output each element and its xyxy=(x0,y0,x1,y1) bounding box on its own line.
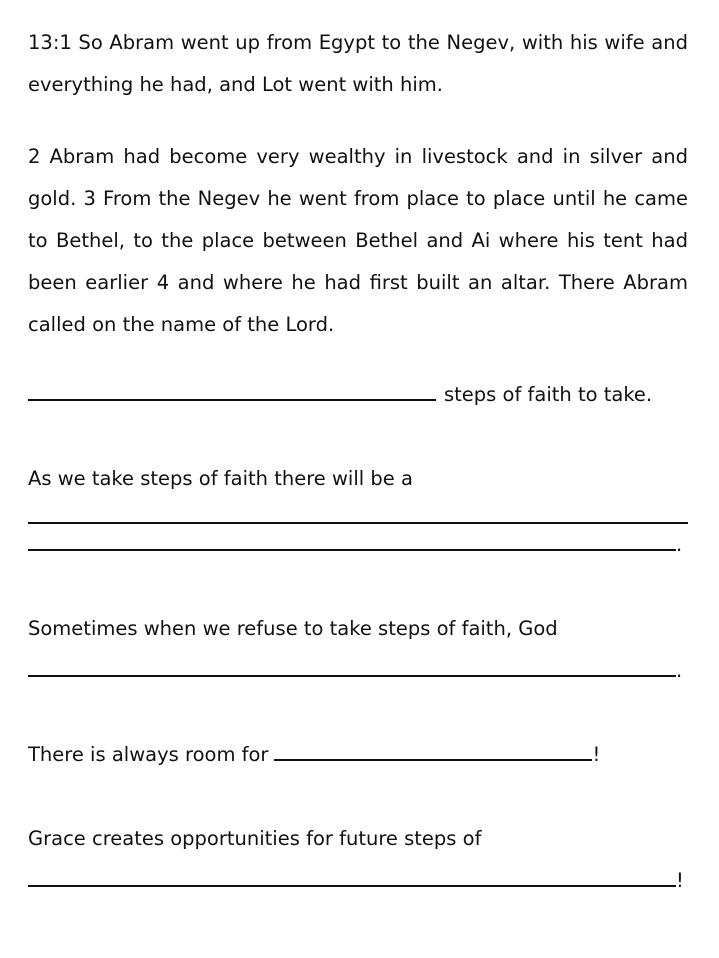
question-4-prompt: There is always room for xyxy=(28,743,269,766)
question-3-line xyxy=(28,650,688,692)
question-4-end: ! xyxy=(592,743,601,766)
blank-line-4[interactable] xyxy=(274,741,592,761)
question-5-line xyxy=(28,860,688,902)
question-2-prompt: As we take steps of faith there will be a xyxy=(28,467,413,490)
question-5-end: ! xyxy=(676,869,684,892)
question-2-end: . xyxy=(676,533,683,556)
question-3-end: . xyxy=(676,659,683,682)
question-4 xyxy=(28,734,688,776)
passage-paragraph-1: 13:1 So Abram went up from Egypt to the Negev, with his wife and everything he had, and Lot went with him. xyxy=(28,31,688,96)
worksheet xyxy=(28,22,688,902)
question-3-prompt: Sometimes when we refuse to take steps of faith, God xyxy=(28,617,558,640)
blank-line-5[interactable] xyxy=(28,867,676,887)
blank-line-3[interactable] xyxy=(28,657,676,677)
blank-line-2b[interactable] xyxy=(28,531,676,551)
question-5-prompt: Grace creates opportunities for future steps of xyxy=(28,827,482,850)
question-2-line-b xyxy=(28,524,688,566)
blank-line-2a[interactable] xyxy=(28,504,688,524)
blank-line-1[interactable] xyxy=(28,381,436,401)
question-2-line-a xyxy=(28,504,688,524)
question-1 xyxy=(28,374,688,416)
question-1-suffix: steps of faith to take. xyxy=(444,383,653,406)
passage-paragraph-2: 2 Abram had become very wealthy in livestock and in silver and gold. 3 From the Negev he went from place to place until he came to Bethel, to the place between Bethel and Ai where his tent had been earlier 4 and where he had first built an altar. There Abram called on the name of the Lord. xyxy=(28,145,688,336)
